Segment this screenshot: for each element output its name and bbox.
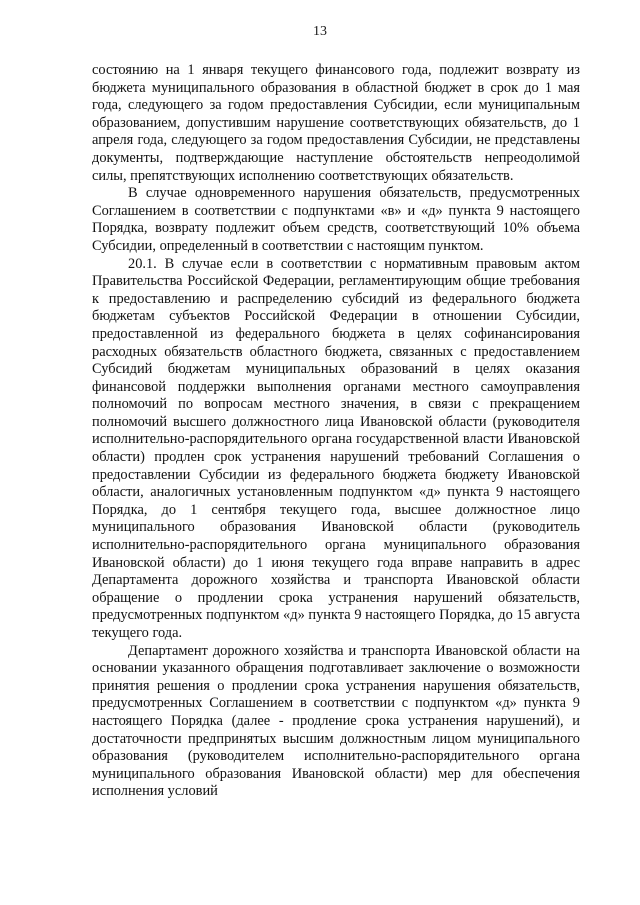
- document-body: [92, 62, 580, 801]
- paragraph-simultaneous-violation: В случае одновременного нарушения обязательств, предусмотренных Соглашением в соответствии с подпунктами «в» и «д» пункта 9 настоящего Порядка, возврату подлежит объем средств, соответствующий 10% объема Субсидии, определенный в соответствии с настоящим пунктом.: [92, 185, 580, 254]
- paragraph-continuation: состоянию на 1 января текущего финансового года, подлежит возврату из бюджета муниципального образования в областной бюджет в срок до 1 мая года, следующего за годом предоставления Субсидии, если муниципальным образованием, допустившим нарушение соответствующих обязательств, до 1 апреля года, следующего за годом предоставления Субсидии, не представлены документы, подтверждающие наступление обстоятельств непреодолимой силы, препятствующих исполнению соответствующих обязательств.: [92, 62, 580, 184]
- paragraph-20-1: 20.1. В случае если в соответствии с нормативным правовым актом Правительства Российской Федерации, регламентирующим общие требования к предоставлению и распределению субсидий из федерального бюджета бюджетам субъектов Российской Федерации в отношении Субсидии, предоставленной из федерального бюджета в целях софинансирования расходных обязательств областного бюджета, связанных с предоставлением Субсидий бюджетам муниципальных образований в целях оказания финансовой поддержки выполнения органами местного самоуправления полномочий по вопросам местного значения, в связи с прекращением полномочий высшего должностного лица Ивановской области (руководителя исполнительно-распорядительного органа государственной власти Ивановской области) продлен срок устранения нарушений требований Соглашения о предоставлении Субсидии из федерального бюджета бюджету Ивановской области, аналогичных установленным подпунктом «д» пункта 9 настоящего Порядка, до 1 сентября текущего года, высшее должностное лицо муниципального образования Ивановской области (руководитель исполнительно-распорядительного органа муниципального образования Ивановской области) до 1 июня текущего года вправе направить в адрес Департамента дорожного хозяйства и транспорта Ивановской области обращение о продлении срока устранения нарушений обязательств, предусмотренных подпунктом «д» пункта 9 настоящего Порядка, до 15 августа текущего года.: [92, 255, 580, 641]
- paragraph-department-conclusion: Департамент дорожного хозяйства и транспорта Ивановской области на основании указанного обращения подготавливает заключение о возможности принятия решения о продлении срока устранения нарушения обязательств, предусмотренных Соглашением в соответствии с подпунктом «д» пункта 9 настоящего Порядка (далее - продление срока устранения нарушений), и достаточности предпринятых высшим должностным лицом муниципального образования (руководителем исполнительно-распорядительного органа муниципального образования Ивановской области) мер для обеспечения исполнения условий: [92, 642, 580, 800]
- page-number: 13: [313, 24, 327, 39]
